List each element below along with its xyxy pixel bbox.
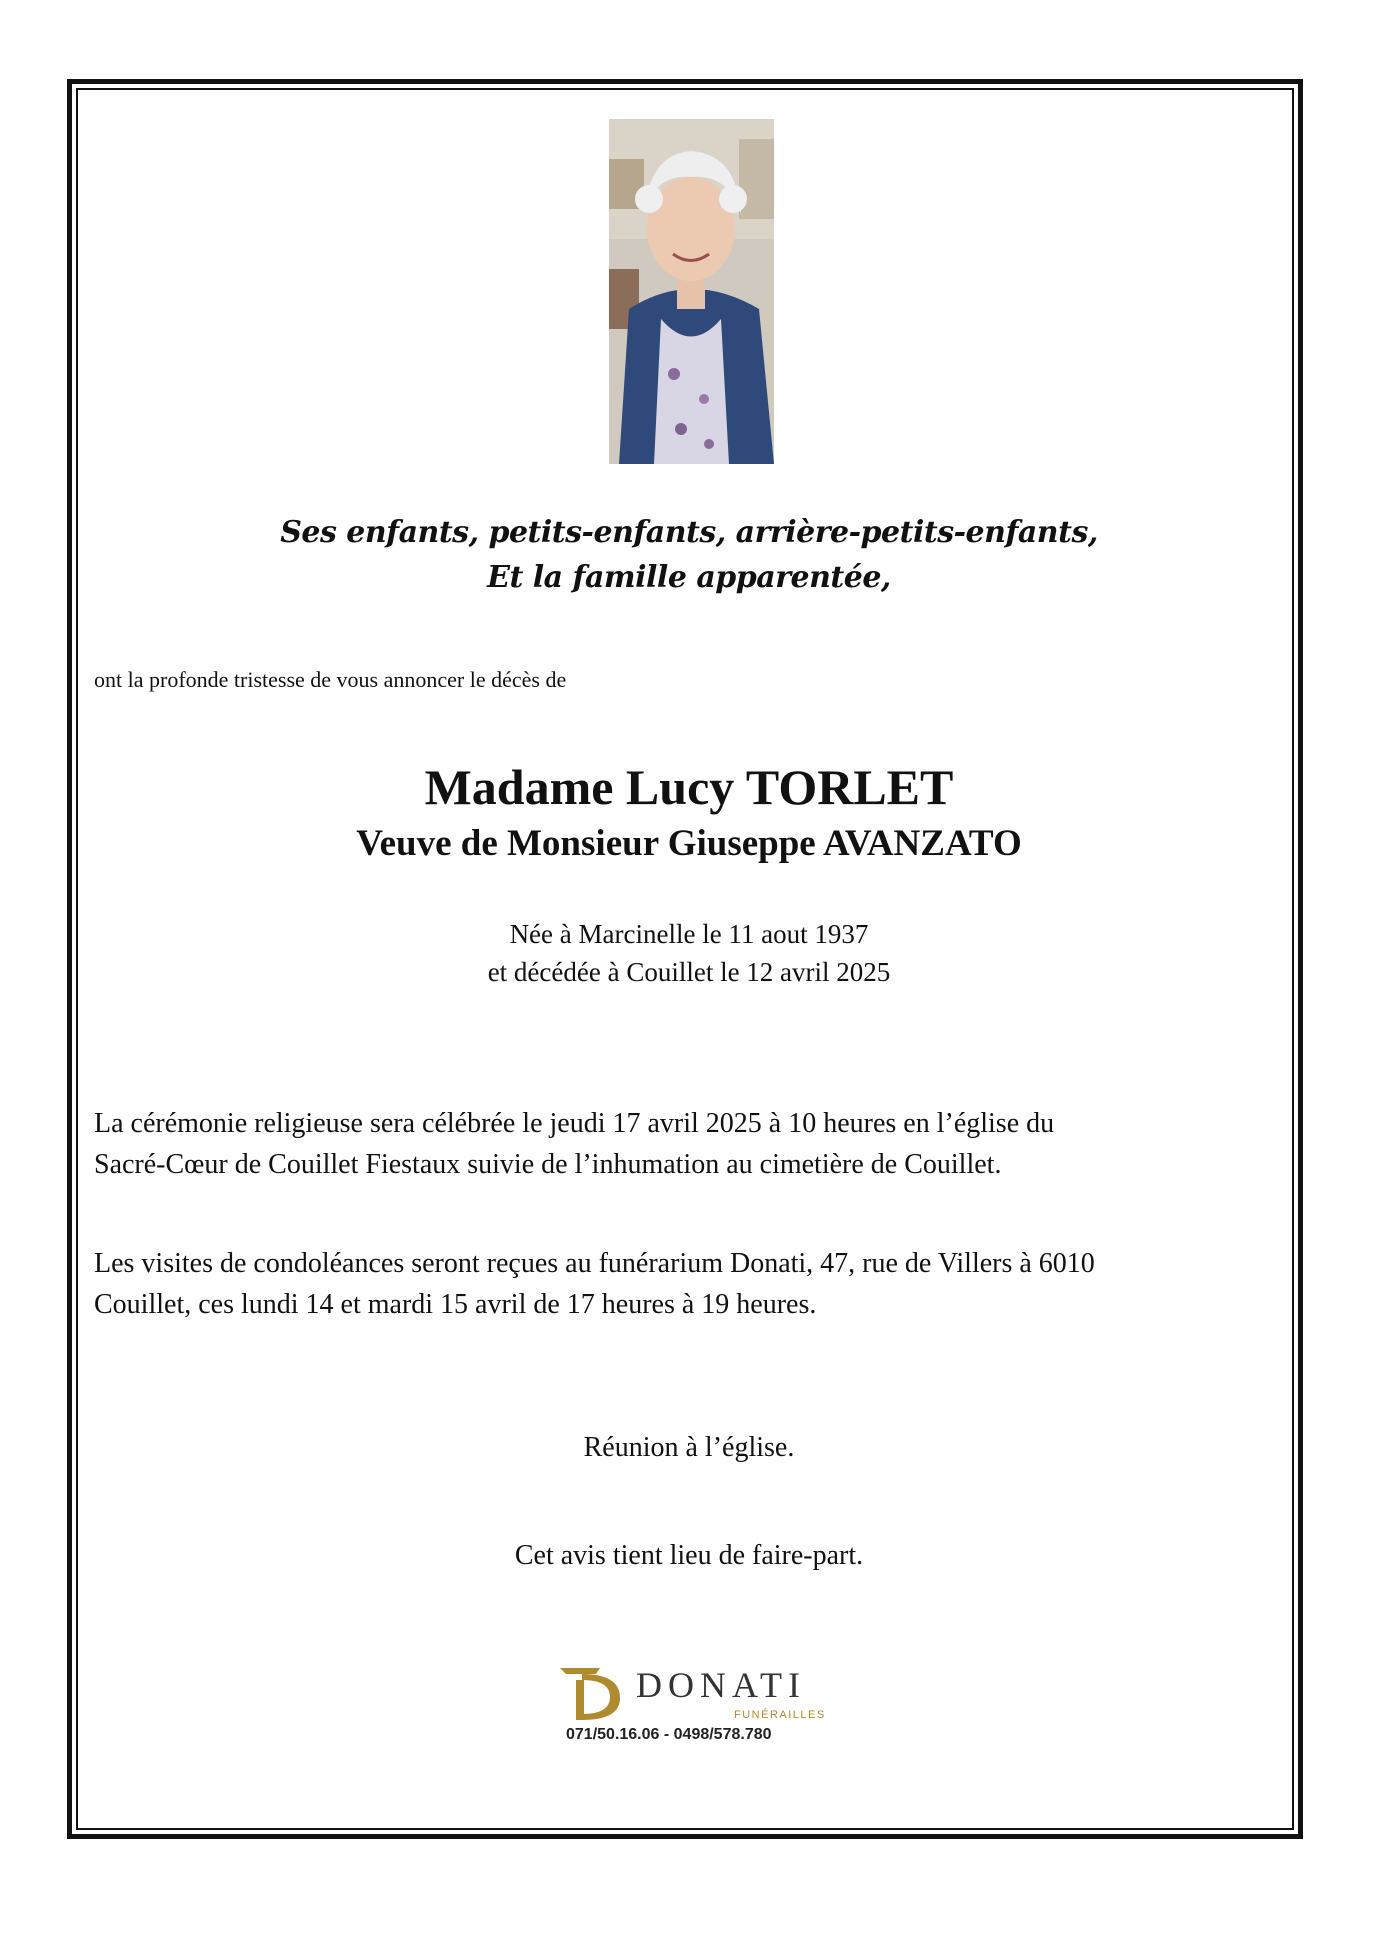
ceremony-paragraph [94,1103,1054,1185]
announcement-intro: ont la profonde tristesse de vous annoncer le décès de [94,667,567,692]
deceased-name: Madame Lucy TORLET [424,759,954,815]
logo-wordmark: DONATI [636,1665,806,1705]
family-heading [0,510,1378,600]
donati-logo [556,1662,826,1752]
visits-line-1: Les visites de condoléances seront reçues au funérarium Donati, 47, rue de Villers à 6010 [94,1248,1095,1279]
ceremony-line-1: La cérémonie religieuse sera célébrée le jeudi 17 avril 2025 à 10 heures en l’église du [94,1108,1055,1139]
death-line: et décédée à Couillet le 12 avril 2025 [487,957,891,987]
family-line-1: Ses enfants, petits-enfants, arrière-petits-enfants, [280,515,1098,550]
widow-of: Veuve de Monsieur Giuseppe AVANZATO [356,823,1022,864]
visits-paragraph [94,1243,1095,1325]
logo-subtitle: FUNÉRAILLES [734,1709,826,1721]
donati-monogram-icon [556,1662,636,1724]
portrait-photo [609,119,774,464]
family-line-2: Et la famille apparentée, [487,560,891,595]
ceremony-line-2: Sacré-Cœur de Couillet Fiestaux suivie de l’inhumation au cimetière de Couillet. [94,1149,1002,1180]
notice-note: Cet avis tient lieu de faire-part. [514,1540,864,1571]
life-dates [0,915,1378,991]
birth-line: Née à Marcinelle le 11 aout 1937 [509,919,869,949]
logo-phone-numbers: 071/50.16.06 - 0498/578.780 [566,1726,772,1743]
visits-line-2: Couillet, ces lundi 14 et mardi 15 avril de 17 heures à 19 heures. [94,1289,817,1320]
reunion-note: Réunion à l’église. [583,1432,795,1463]
